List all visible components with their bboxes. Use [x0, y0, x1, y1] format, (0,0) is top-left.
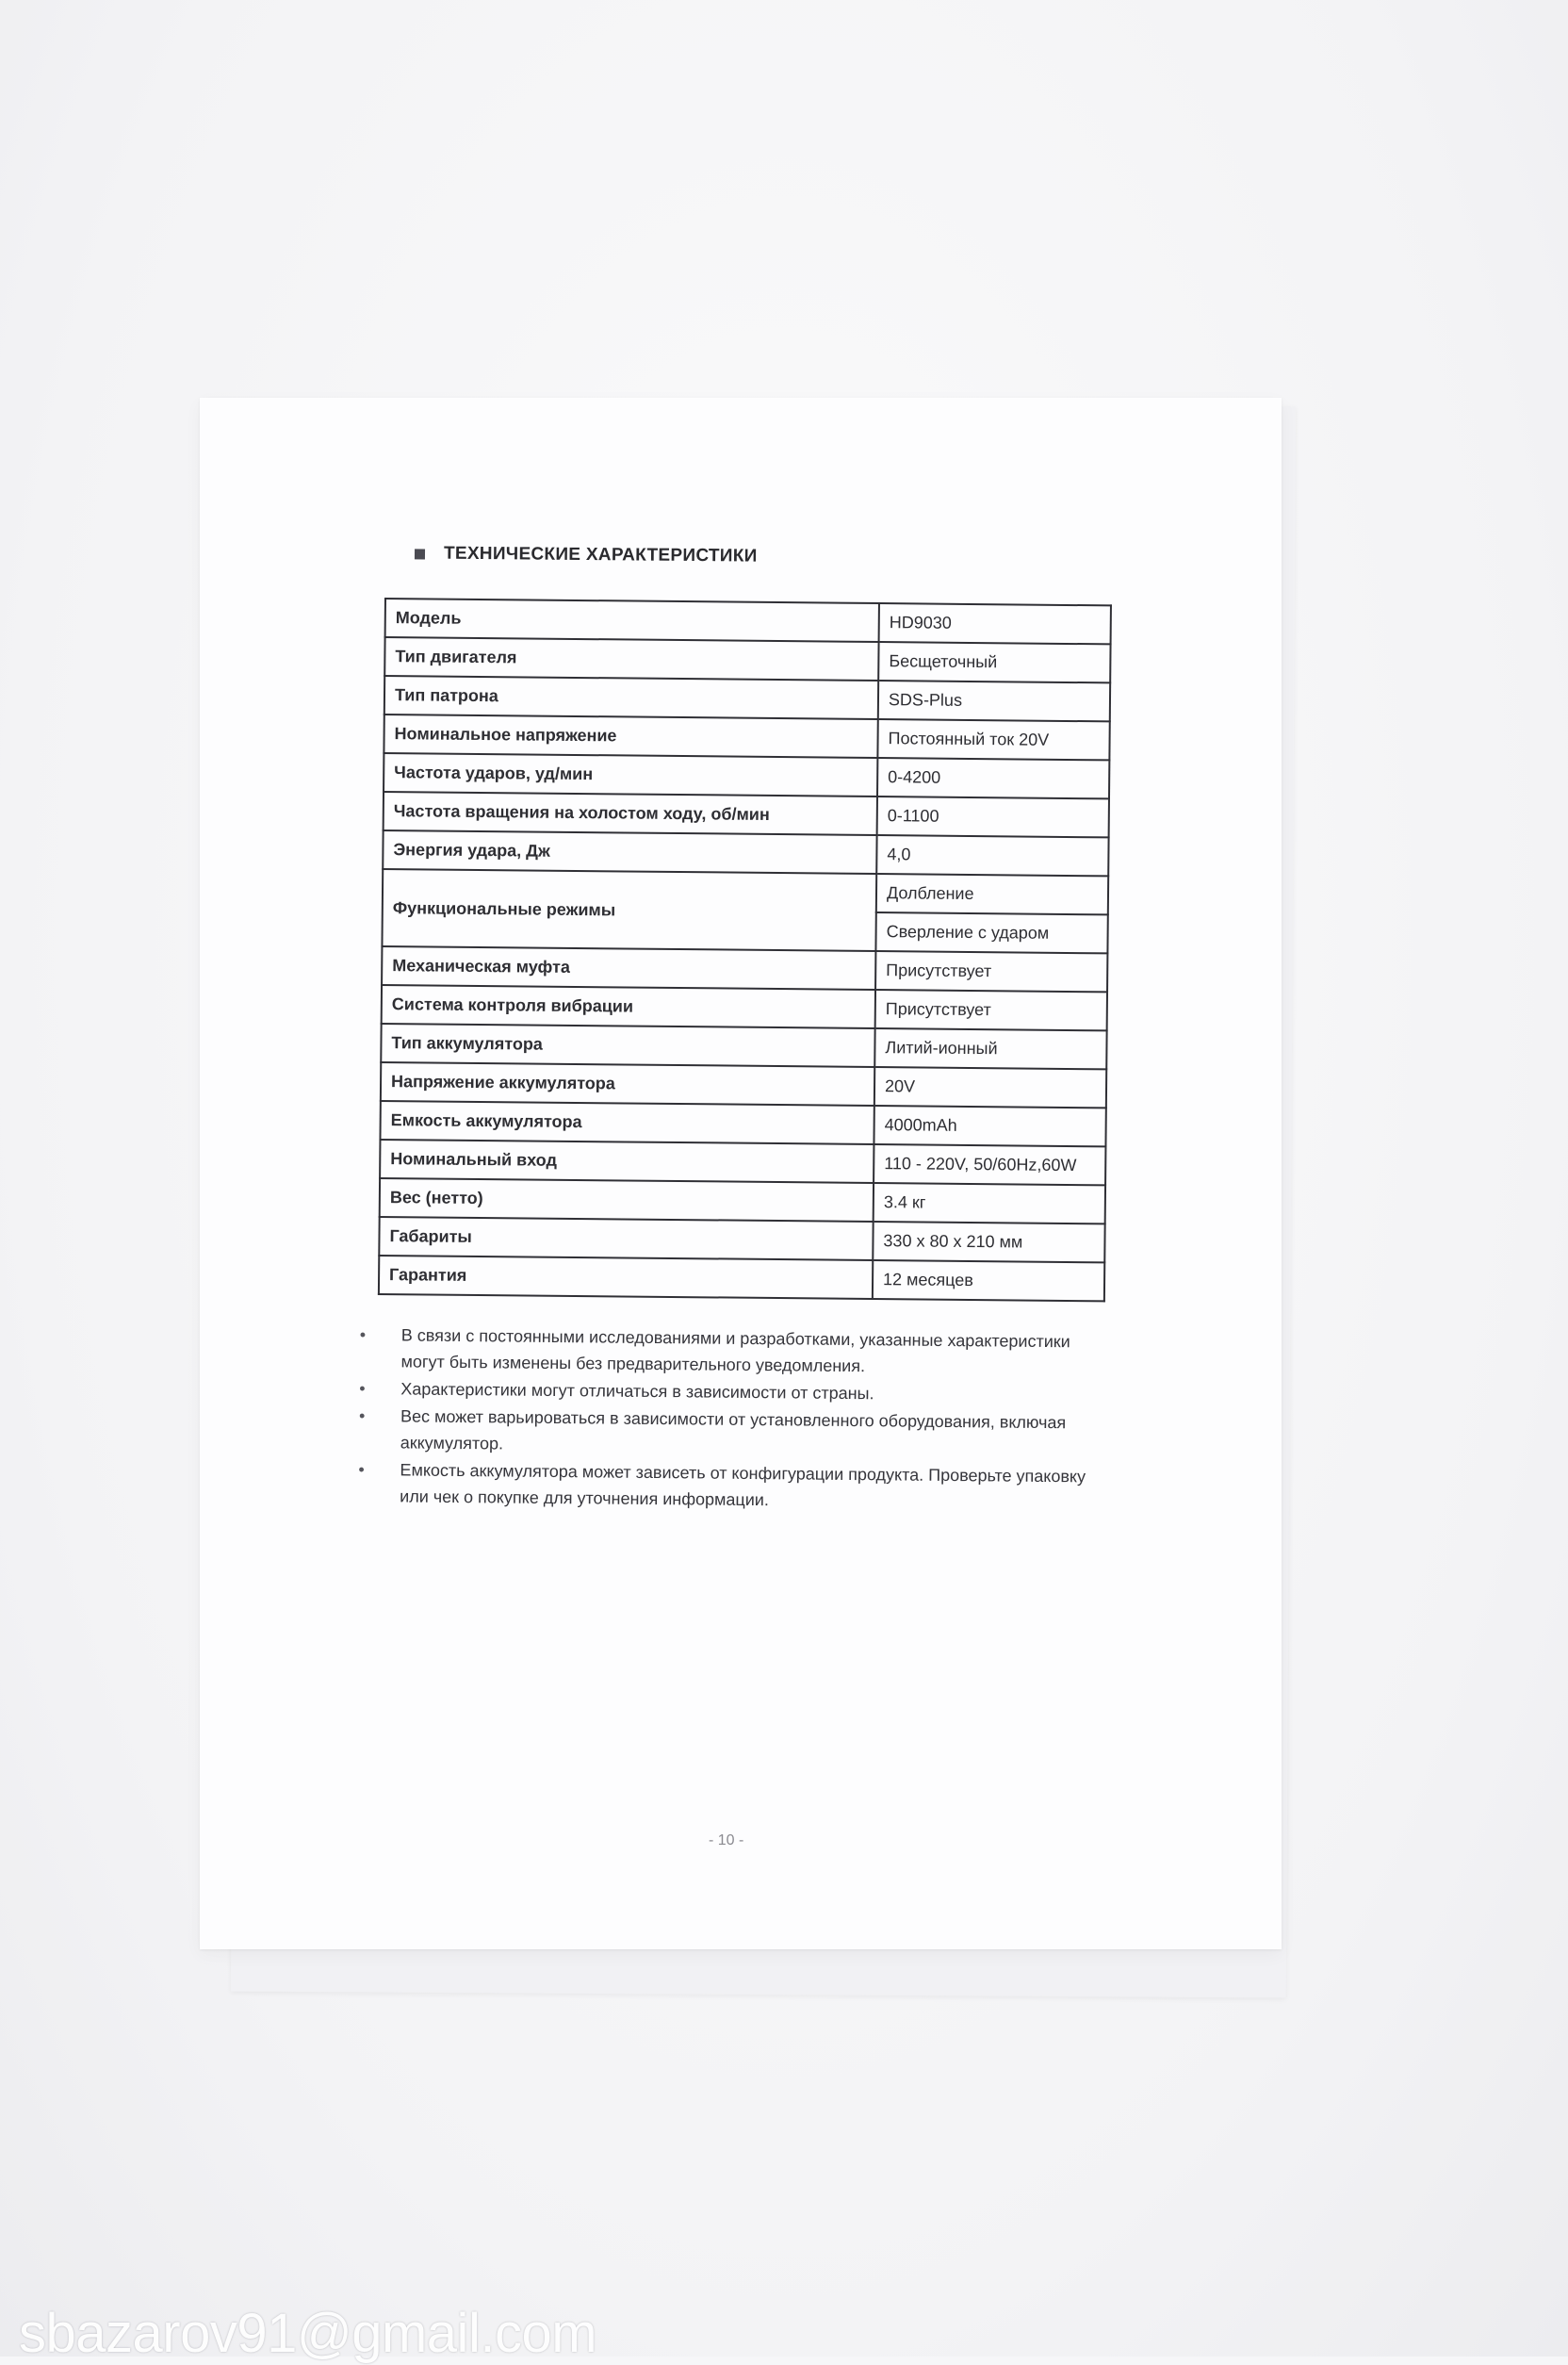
- spec-value: SDS-Plus: [878, 681, 1110, 721]
- list-item: [359, 1322, 1114, 1382]
- spec-value: Постоянный ток 20V: [877, 719, 1109, 760]
- spec-value: 0-1100: [877, 797, 1109, 837]
- spec-label: Напряжение аккумулятора: [381, 1062, 874, 1106]
- spec-label: Функциональные режимы: [382, 869, 876, 951]
- spec-value: 330 x 80 x 210 мм: [873, 1222, 1104, 1262]
- spec-label: Гарантия: [379, 1256, 873, 1299]
- table-row: [383, 869, 1108, 914]
- note-text: Характеристики могут отличаться в зависимости от страны.: [400, 1379, 874, 1404]
- manual-page: [200, 398, 1282, 1949]
- spec-label: Номинальный вход: [380, 1140, 874, 1183]
- notes-list: [358, 1322, 1114, 1518]
- spec-value: Литий-ионный: [874, 1028, 1106, 1069]
- spec-label: Тип патрона: [384, 676, 878, 719]
- spec-value: Сверление с ударом: [875, 912, 1107, 953]
- watermark: sbazarov91@gmail.com: [19, 2303, 597, 2364]
- spec-label: Частота ударов, уд/мин: [384, 753, 877, 797]
- spec-label: Тип аккумулятора: [381, 1024, 874, 1067]
- square-bullet-icon: [415, 549, 425, 559]
- spec-value: 3.4 кг: [874, 1183, 1105, 1224]
- spec-value: Бесщеточный: [878, 642, 1110, 682]
- table-row: [379, 1256, 1104, 1301]
- spec-label: Система контроля вибрации: [382, 985, 875, 1028]
- note-text: В связи с постоянными исследованиями и разработками, указанные характеристики могут быть изменены без предварительного уведомления.: [400, 1325, 1070, 1376]
- spec-value: 4,0: [876, 835, 1108, 876]
- spec-label: Габариты: [379, 1217, 873, 1260]
- bullet-icon: •: [359, 1324, 367, 1345]
- spec-value: 4000mAh: [874, 1106, 1105, 1146]
- spec-value: 20V: [874, 1067, 1106, 1108]
- bullet-icon: •: [358, 1459, 365, 1480]
- spec-value: Присутствует: [875, 951, 1107, 992]
- page-number: - 10 -: [709, 1832, 744, 1848]
- spec-value: 110 - 220V, 50/60Hz,60W: [874, 1144, 1105, 1185]
- spec-label: Вес (нетто): [380, 1178, 874, 1222]
- spec-label: Энергия удара, Дж: [383, 830, 876, 874]
- spec-label: Модель: [385, 599, 879, 642]
- spec-value: Долбление: [876, 874, 1108, 914]
- spec-label: Механическая муфта: [382, 946, 875, 990]
- spec-label: Номинальное напряжение: [384, 714, 877, 758]
- list-item: [358, 1456, 1113, 1517]
- spec-value: 0-4200: [877, 758, 1109, 798]
- spec-value: 12 месяцев: [873, 1260, 1104, 1301]
- spec-label: Емкость аккумулятора: [380, 1101, 874, 1144]
- note-text: Емкость аккумулятора может зависеть от конфигурации продукта. Проверьте упаковку или чек о покупке для уточнения информации.: [400, 1460, 1086, 1510]
- spec-label: Частота вращения на холостом ходу, об/мин: [384, 792, 877, 835]
- spec-table: [378, 598, 1112, 1302]
- section-heading: [415, 543, 758, 567]
- bullet-icon: •: [359, 1378, 366, 1399]
- spec-label: Тип двигателя: [384, 637, 878, 681]
- bullet-icon: •: [358, 1405, 366, 1426]
- section-heading-text: ТЕХНИЧЕСКИЕ ХАРАКТЕРИСТИКИ: [443, 543, 758, 567]
- list-item: [359, 1403, 1114, 1463]
- spec-value: Присутствует: [875, 990, 1107, 1030]
- note-text: Вес может варьироваться в зависимости от установленного оборудования, включая аккумулятор.: [400, 1406, 1067, 1453]
- spec-value: HD9030: [879, 603, 1111, 644]
